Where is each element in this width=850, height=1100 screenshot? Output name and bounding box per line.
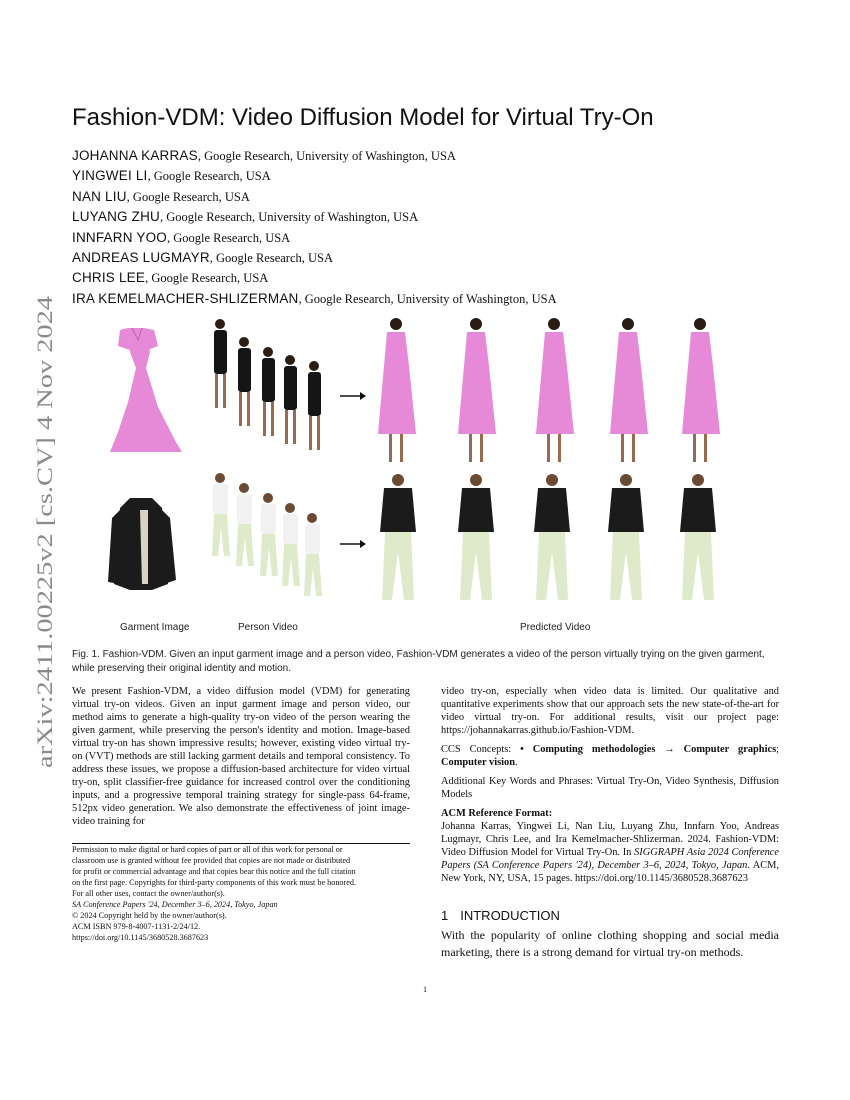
ccs-concepts: CCS Concepts: • Computing methodologies → Computer graphics; Computer vision. — [441, 744, 780, 768]
teaser-figure — [72, 312, 782, 642]
permission-line-4: on the first page. Copyrights for third-party components of this work must be honored. — [72, 878, 357, 887]
predicted-video-frames-jacket — [380, 474, 716, 600]
jacket-sleeve-left — [108, 510, 120, 584]
author-affiliation: , Google Research, USA — [209, 251, 334, 266]
permission-line-3: for profit or commercial advantage and that copies bear this notice and the full citation — [72, 867, 356, 876]
arxiv-stamp — [14, 290, 64, 770]
permission-line-1: Permission to make digital or hard copies of part or all of this work for personal or — [72, 845, 343, 854]
copyright-footnote — [72, 844, 410, 943]
abstract-left-column — [72, 685, 410, 834]
author-line — [72, 207, 772, 227]
label-garment-image: Garment Image — [120, 622, 190, 633]
author-name: ANDREAS LUGMAYR — [72, 250, 210, 266]
copyright-notice: © 2024 Copyright held by the owner/author(s). — [72, 911, 227, 920]
author-name: INNFARN YOO — [72, 229, 167, 245]
author-line — [72, 166, 772, 186]
predicted-frame-1 — [378, 318, 416, 462]
label-predicted-video: Predicted Video — [520, 622, 591, 633]
dress-sleeve-left — [118, 328, 130, 350]
paper-title: Fashion-VDM: Video Diffusion Model for Virtual Try-On — [72, 104, 654, 131]
abstract-text-part1: We present Fashion-VDM, a video diffusion model (VDM) for generating virtual try-on videos. Given an input garment image and person video, our method aims to generate a high-quality try-on video of the person wearing the given garment, while preserving the person's identity and motion. Image-based virtual try-on has shown impressive results; however, existing video virtual try-on (VVT) methods are still lacking garment details and temporal consistency. To address these issues, we propose a diffusion-based architecture for video virtual try-on, split classifier-free guidance for increased control over the conditioning inputs, and a progressive temporal training strategy for single-pass 64-frame, 512px video generation. We also demonstrate the effectiveness of joint image-video training for — [72, 686, 410, 827]
introduction-text: With the popularity of online clothing shopping and social media marketing, there is a strong demand for virtual try-on methods. — [441, 928, 779, 959]
author-list — [72, 146, 772, 309]
person-jacket-frame-3 — [260, 493, 278, 576]
author-affiliation: , Google Research, USA — [166, 230, 291, 245]
label-person-video: Person Video — [238, 622, 298, 633]
person-frame-3 — [262, 347, 275, 436]
predicted-jacket-frame-1 — [380, 474, 416, 600]
abstract-text-part2: video try-on, especially when video data is limited. Our qualitative and quantitative experiments show that our approach sets the new state-of-the-art for video virtual try-on. For additional results, visit our project page: https://johannakarras.github.io/Fashion-VDM. — [441, 686, 779, 736]
predicted-jacket-frame-4 — [608, 474, 644, 600]
predicted-video-frames-dress — [378, 318, 720, 462]
person-frame-5 — [308, 361, 321, 450]
author-line — [72, 228, 772, 248]
person-video-frames-dress — [214, 319, 321, 450]
arxiv-identifier: arXiv:2411.00225v2 [cs.CV] 4 Nov 2024 — [32, 402, 57, 768]
person-frame-1 — [214, 319, 227, 408]
predicted-frame-2 — [458, 318, 496, 462]
figure-illustration — [72, 312, 782, 622]
predicted-frame-3 — [536, 318, 574, 462]
person-jacket-frame-1 — [212, 473, 230, 556]
page-number: 1 — [423, 985, 427, 994]
garment-image-dress — [110, 328, 182, 452]
author-name: LUYANG ZHU — [72, 209, 161, 225]
author-line — [72, 268, 772, 288]
author-name: YINGWEI LI — [72, 168, 148, 184]
arrow-icon-2 — [340, 540, 366, 548]
person-jacket-frame-2 — [236, 483, 254, 566]
person-jacket-frame-4 — [282, 503, 300, 586]
author-name: JOHANNA KARRAS — [72, 148, 198, 163]
author-name: NAN LIU — [72, 188, 127, 204]
person-frame-2 — [238, 337, 251, 426]
garment-image-jacket — [108, 498, 176, 590]
author-affiliation: , Google Research, USA — [145, 271, 269, 286]
author-affiliation: , Google Research, USA — [126, 189, 250, 204]
person-video-frames-jacket — [212, 473, 322, 596]
predicted-jacket-frame-3 — [534, 474, 570, 600]
person-frame-4 — [284, 355, 297, 444]
author-line — [72, 289, 772, 309]
predicted-frame-5 — [682, 318, 720, 462]
arrow-icon — [340, 392, 366, 400]
author-line — [72, 146, 772, 166]
conference-venue: SA Conference Papers '24, December 3–6, 2024, Tokyo, Japan — [72, 900, 278, 909]
predicted-jacket-frame-5 — [680, 474, 716, 600]
author-affiliation: , Google Research, University of Washington, USA — [197, 149, 456, 163]
doi-link[interactable]: https://doi.org/10.1145/3680528.3687623 — [72, 933, 209, 942]
author-affiliation: , Google Research, University of Washington, USA — [160, 210, 419, 225]
keywords: Additional Key Words and Phrases: Virtual Try-On, Video Synthesis, Diffusion Models — [441, 776, 779, 800]
predicted-frame-4 — [610, 318, 648, 462]
permission-line-2: classroom use is granted without fee provided that copies are not made or distributed — [72, 856, 351, 865]
person-jacket-frame-5 — [304, 513, 322, 596]
author-affiliation: , Google Research, University of Washington, USA — [298, 291, 557, 306]
predicted-jacket-frame-2 — [458, 474, 494, 600]
author-affiliation: , Google Research, USA — [147, 169, 271, 184]
abstract-right-column — [441, 685, 779, 885]
acm-reference: ACM Reference Format: Johanna Karras, Yingwei Li, Nan Liu, Luyang Zhu, Innfarn Yoo, Andreas Lugmayr, Chris Lee, and Ira Kemelmacher-Shlizerman. 2024. Fashion-VDM: Video Diffusion Model for Virtual Try-On. In SIGGRAPH Asia 2024 Conference Papers (SA Conference Papers '24), December 3–6, 2024, Tokyo, Japan. ACM, New York, NY, USA, 15 pages. https://doi.org/10.1145/3680528.3687623 — [441, 808, 779, 884]
acm-reference-heading: ACM Reference Format: — [441, 808, 553, 819]
permission-line-5: For all other uses, contact the owner/author(s). — [72, 889, 225, 898]
author-name: CHRIS LEE — [72, 270, 146, 286]
section-heading-introduction: 1 INTRODUCTION — [441, 908, 560, 923]
author-line — [72, 248, 772, 268]
jacket-sleeve-right — [162, 510, 176, 584]
isbn: ACM ISBN 979-8-4007-1131-2/24/12. — [72, 922, 201, 931]
author-name: IRA KEMELMACHER-SHLIZERMAN — [72, 290, 299, 306]
author-line — [72, 187, 772, 207]
figure-caption: Fig. 1. Fashion-VDM. Given an input garment image and a person video, Fashion-VDM generates a video of the person virtually trying on the given garment, while preserving their original identity and motion. — [72, 649, 765, 674]
